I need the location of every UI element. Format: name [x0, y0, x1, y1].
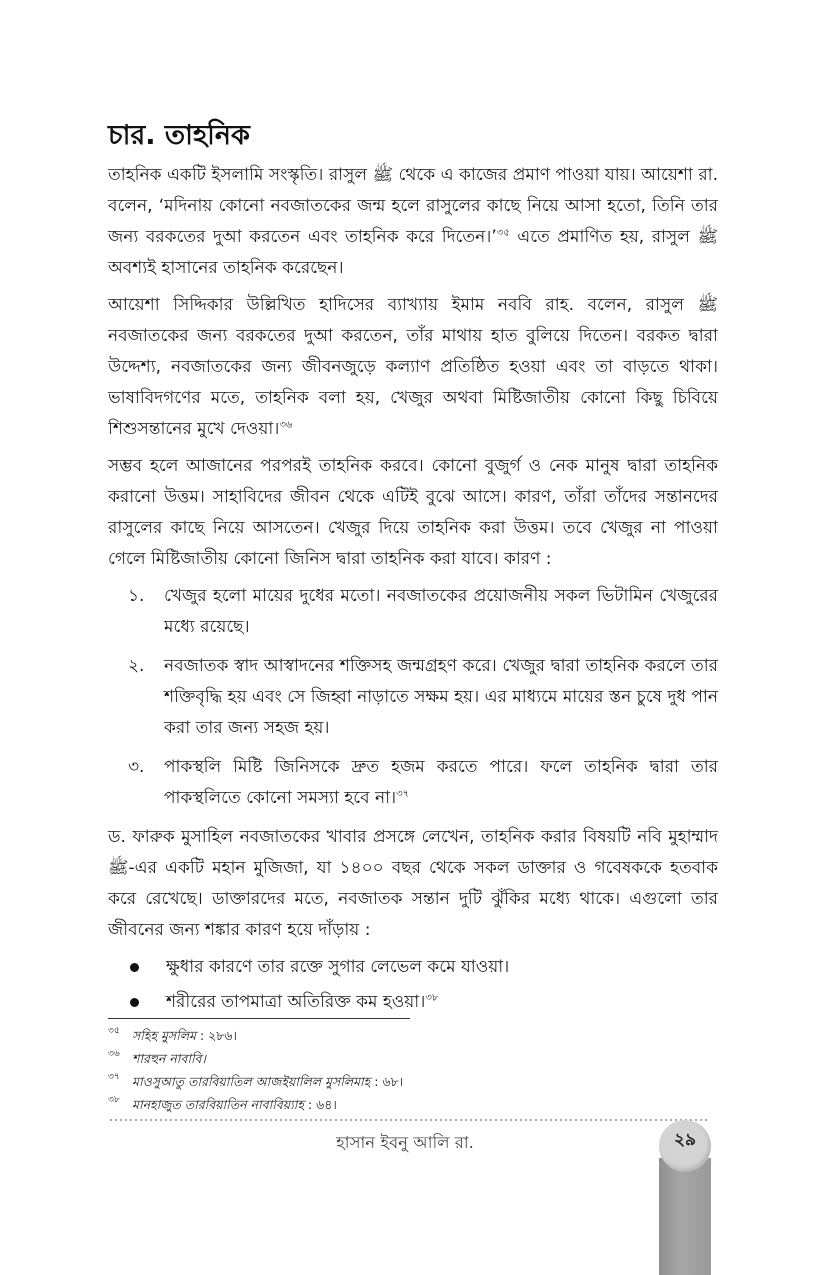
footnote-page: : ৬৮।: [370, 1074, 404, 1089]
paragraph-3-text: সম্ভব হলে আজানের পরপরই তাহনিক করবে। কোনো বুজুর্গ ও নেক মানুষ দ্বারা তাহনিক করানো উত্তম। সাহাবিদের জীবন থেকে এটিই বুঝে আসে। কারণ, তাঁরা তাঁদের সন্তানদের রাসুলের কাছে নিয়ে আসতেন। খেজুর দিয়ে তাহনিক করা উত্তম। তবে খেজুর না পাওয়া গেলে মিষ্টিজাতীয় কোনো জিনিস দ্বারা তাহনিক করা যাবে। কারণ :: [108, 456, 718, 569]
paragraph-2: [108, 290, 718, 445]
list-marker: ২.: [128, 656, 145, 676]
page-number: ২৯: [673, 1130, 697, 1150]
bullet-text: ক্ষুধার কারণে তার রক্তে সুগার লেভেল কমে যাওয়া।: [166, 957, 510, 977]
page-body: [108, 118, 718, 1022]
footnote-page: : ২৮৬।: [195, 1028, 237, 1043]
section-heading: চার. তাহনিক: [108, 120, 250, 151]
footnote-number: ৩৭: [108, 1072, 120, 1082]
list-marker: ১.: [128, 586, 145, 606]
footnote-number: ৩৮: [108, 1095, 120, 1105]
footnote-source: শারহুন নাবাবি।: [132, 1051, 206, 1066]
list-item-text: পাকস্থলি মিষ্টি জিনিসকে দ্রুত হজম করতে পারে। ফলে তাহনিক দ্বারা তার পাকস্থলিতে কোনো সমস্যা হবে না।: [164, 757, 718, 808]
bullet-item: [108, 987, 718, 1018]
footnote-number: ৩৬: [108, 1049, 120, 1059]
list-marker: ৩.: [128, 757, 145, 777]
footnote-source: সহিহ মুসলিম: [132, 1028, 196, 1043]
list-item: [108, 651, 718, 744]
list-item-text-wrap: [164, 752, 718, 814]
footnote-number: ৩৫: [108, 1026, 120, 1036]
footnote: [108, 1093, 708, 1116]
running-footer-title: হাসান ইবনু আলি রা.: [336, 1133, 474, 1152]
footnotes: [108, 1024, 708, 1116]
footnote: [108, 1070, 708, 1093]
footer-divider: [108, 1117, 708, 1123]
bullet-list: [108, 952, 718, 1018]
footnote-source: মাওসুআতু তারবিয়াতিল আজইয়ালিল মুসলিমাহ: [132, 1074, 371, 1089]
footnote-divider: [108, 1018, 410, 1019]
footnote: [108, 1047, 708, 1070]
footnote-source: মানহাজুত তারবিয়াতিন নাবাবিয়্যাহ: [132, 1097, 304, 1112]
list-item: [108, 752, 718, 814]
footnote-body: [132, 1070, 403, 1093]
paragraph-4: [108, 822, 718, 946]
paragraph-1-tail: এতে প্রমাণিত হয়, রাসুল ﷺ অবশ্যই হাসানের তাহনিক করেছেন।: [108, 227, 718, 278]
page-tab-bar: [659, 1158, 711, 1275]
bullet-text: শরীরের তাপমাত্রা অতিরিক্ত কম হওয়া।: [166, 992, 426, 1012]
paragraph-3: [108, 451, 718, 575]
paragraph-1-text: তাহনিক একটি ইসলামি সংস্কৃতি। রাসুল ﷺ থেকে এ কাজের প্রমাণ পাওয়া যায়। আয়েশা রা. বলেন, ‘মদিনায় কোনো নবজাতকের জন্ম হলে রাসুলের কাছে নিয়ে আসা হতো, তিনি তার জন্য বরকতের দুআ করতেন এবং তাহনিক করে দিতেন।’: [108, 165, 719, 247]
bullet-text-wrap: [166, 987, 438, 1018]
footnote-ref-36[interactable]: ৩৬: [279, 419, 293, 431]
bullet-icon: [130, 963, 139, 972]
footnote-ref-37[interactable]: ৩৭: [396, 788, 410, 800]
list-item-text: নবজাতক স্বাদ আস্বাদনের শক্তিসহ জন্মগ্রহণ করে। খেজুর দ্বারা তাহনিক করলে তার শক্তিবৃদ্ধি হয় এবং সে জিহ্বা নাড়াতে সক্ষম হয়। এর মাধ্যমে মায়ের স্তন চুষে দুধ পান করা তার জন্য সহজ হয়।: [164, 656, 718, 738]
footnote-body: [132, 1024, 237, 1047]
list-item-text: খেজুর হলো মায়ের দুধের মতো। নবজাতকের প্রয়োজনীয় সকল ভিটামিন খেজুরের মধ্যে রয়েছে।: [164, 586, 718, 637]
footnote-ref-35[interactable]: ৩৫: [496, 227, 510, 239]
paragraph-1: [108, 160, 718, 284]
bullet-icon: [130, 998, 139, 1007]
footnote-body: [132, 1093, 337, 1116]
footnote-ref-38[interactable]: ৩৮: [425, 992, 439, 1004]
footnote-page: : ৬৪।: [303, 1097, 337, 1112]
bullet-item: [108, 952, 718, 983]
list-item: [108, 581, 718, 643]
numbered-list: [108, 581, 718, 814]
footnote-body: [132, 1047, 206, 1070]
paragraph-4-text: ড. ফারুক মুসাহিল নবজাতকের খাবার প্রসঙ্গে লেখেন, তাহনিক করার বিষয়টি নবি মুহাম্মাদ ﷺ-এর একটি মহান মুজিজা, যা ১৪০০ বছর থেকে সকল ডাক্তার ও গবেষককে হতবাক করে রেখেছে। ডাক্তারদের মতে, নবজাতক সন্তান দুটি ঝুঁকির মধ্যে থাকে। এগুলো তার জীবনের জন্য শঙ্কার কারণ হয়ে দাঁড়ায় :: [108, 827, 718, 940]
paragraph-2-text: আয়েশা সিদ্দিকার উল্লিখিত হাদিসের ব্যাখ্যায় ইমাম নববি রাহ. বলেন, রাসুল ﷺ নবজাতকের জন্য বরকতের দুআ করতেন, তাঁর মাথায় হাত বুলিয়ে দিতেন। বরকত দ্বারা উদ্দেশ্য, নবজাতকের জন্য জীবনজুড়ে কল্যাণ প্রতিষ্ঠিত হওয়া এবং তা বাড়তে থাকা। ভাষাবিদগণের মতে, তাহনিক বলা হয়, খেজুর অথবা মিষ্টিজাতীয় কোনো কিছু চিবিয়ে শিশুসন্তানের মুখে দেওয়া।: [108, 295, 718, 439]
footnote: [108, 1024, 708, 1047]
